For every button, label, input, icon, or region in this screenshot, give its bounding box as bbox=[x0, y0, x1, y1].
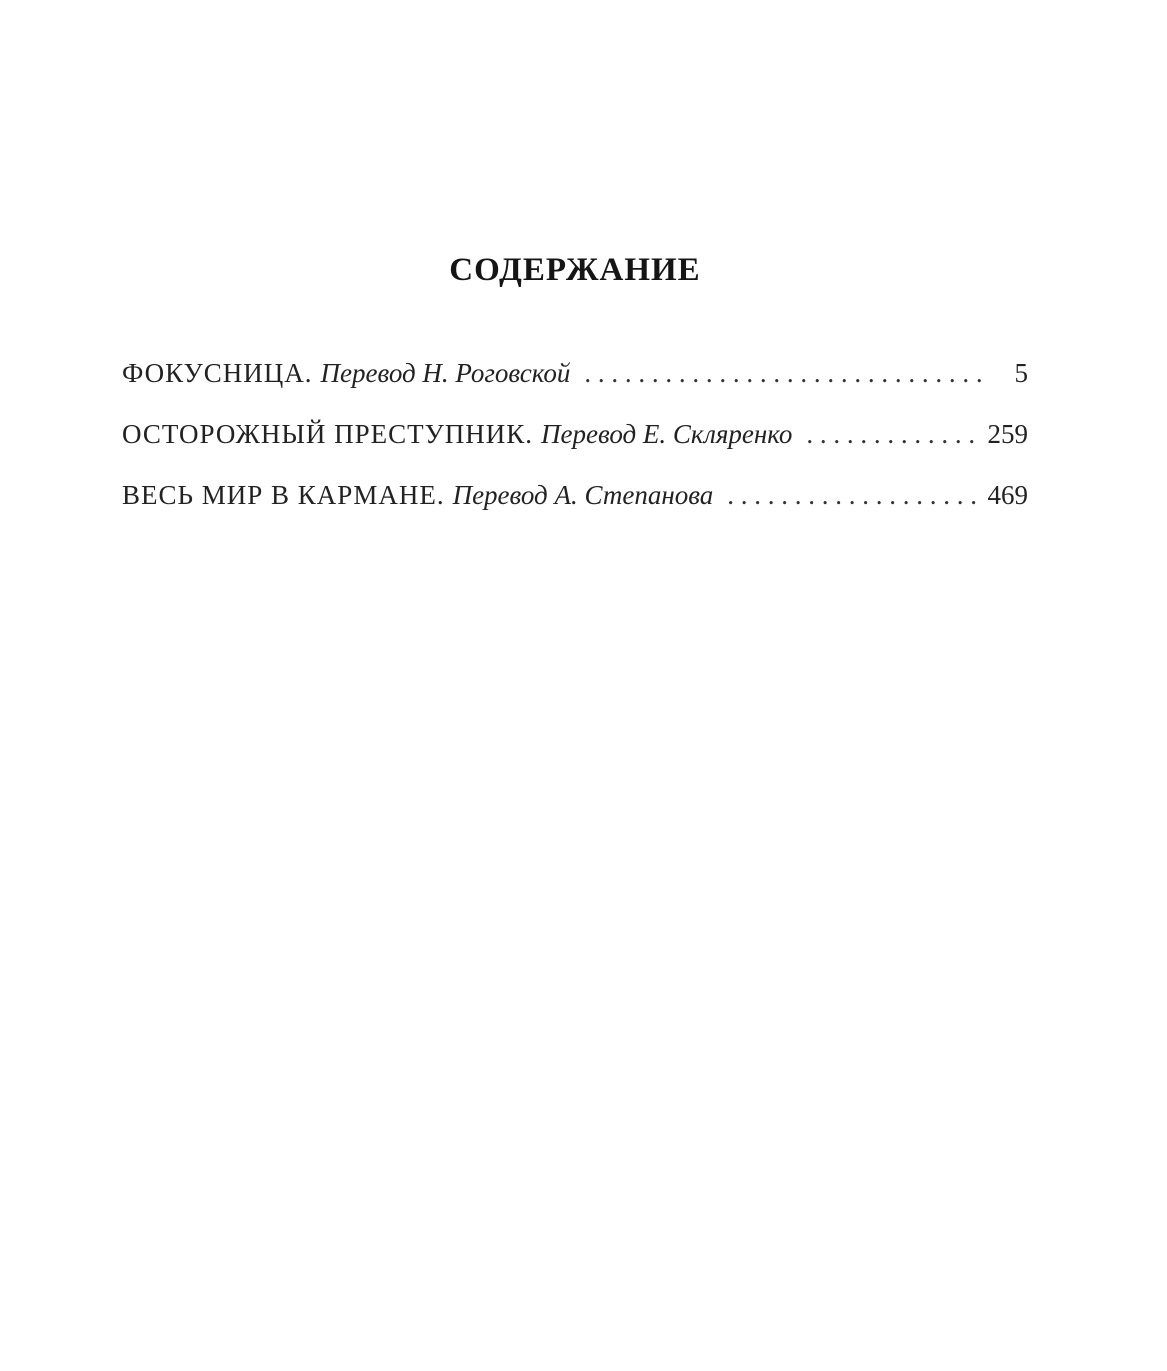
toc-entry-work-title: ВЕСЬ МИР В КАРМАНЕ. bbox=[122, 480, 445, 510]
dot-leader bbox=[806, 419, 981, 450]
toc-entry-translator: Перевод Е. Скляренко bbox=[541, 419, 793, 449]
toc-entry-work-title: ФОКУСНИЦА. bbox=[122, 358, 313, 388]
toc-entry bbox=[122, 480, 1028, 541]
dot-leader bbox=[727, 480, 981, 511]
toc-list bbox=[122, 358, 1028, 541]
toc-entry-work-title: ОСТОРОЖНЫЙ ПРЕСТУПНИК. bbox=[122, 419, 534, 449]
toc-entry-translator: Перевод Н. Роговской bbox=[320, 358, 571, 388]
toc-entry-page-number: 469 bbox=[987, 480, 1028, 510]
toc-entry-translator: Перевод А. Степанова bbox=[452, 480, 714, 510]
toc-title: СОДЕРЖАНИЕ bbox=[449, 252, 701, 288]
toc-entry-page-number: 5 bbox=[1014, 358, 1028, 388]
toc-entry bbox=[122, 419, 1028, 480]
dot-leader bbox=[584, 358, 988, 389]
toc-entry-page-number: 259 bbox=[987, 419, 1028, 449]
toc-entry bbox=[122, 358, 1028, 419]
